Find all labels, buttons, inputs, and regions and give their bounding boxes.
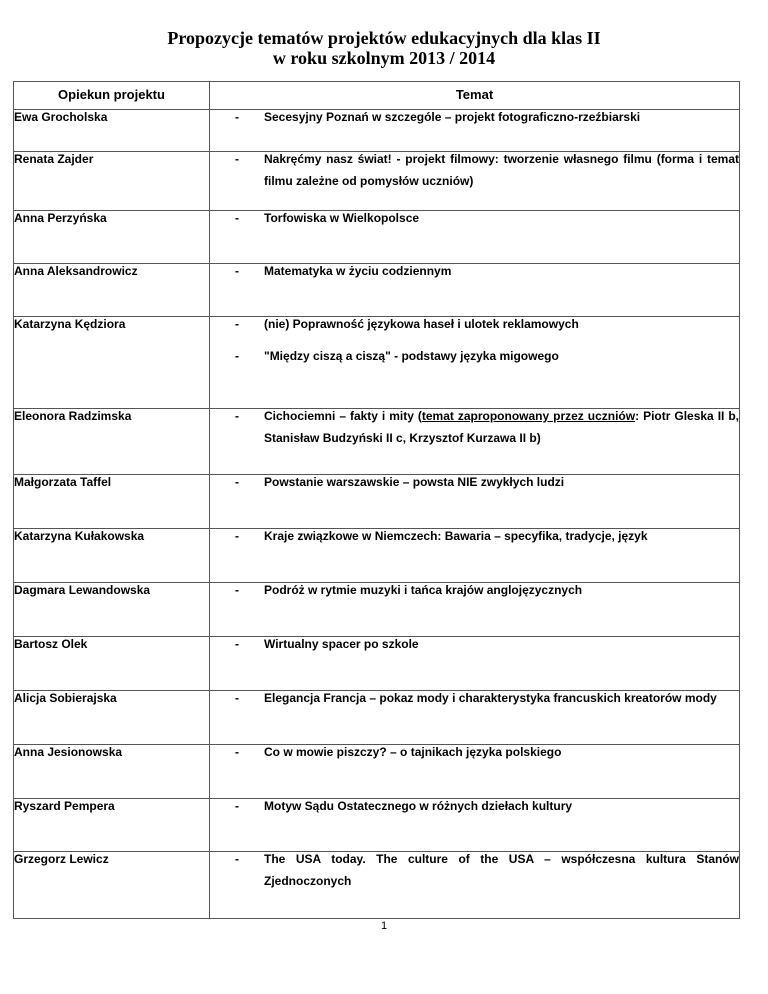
table-row (14, 691, 740, 745)
header-tutor: Opiekun projektu (14, 82, 210, 110)
table-row (14, 475, 740, 529)
tutor-name: Eleonora Radzimska (14, 409, 210, 475)
page-number: 1 (380, 920, 388, 932)
topic-text: Elegancja Francja – pokaz mody i charakterystyka francuskich kreatorów mody (264, 691, 717, 705)
list-item (210, 409, 739, 449)
table-row (14, 317, 740, 409)
tutor-name: Alicja Sobierajska (14, 691, 210, 745)
topic-cell (210, 637, 740, 691)
topic-text: Matematyka w życiu codziennym (264, 264, 452, 278)
list-item (210, 745, 739, 763)
tutor-name: Małgorzata Taffel (14, 475, 210, 529)
topic-cell (210, 529, 740, 583)
bullet: - (235, 211, 239, 225)
list-item (210, 475, 739, 493)
tutor-name: Grzegorz Lewicz (14, 852, 210, 919)
bullet: - (235, 110, 239, 124)
list-item (210, 583, 739, 601)
topic-cell (210, 691, 740, 745)
list-item (210, 852, 739, 892)
tutor-name: Ryszard Pempera (14, 799, 210, 852)
list-item (210, 637, 739, 655)
bullet: - (235, 637, 239, 651)
page-subtitle: w roku szkolnym 2013 / 2014 (272, 48, 496, 68)
tutor-name: Anna Jesionowska (14, 745, 210, 799)
topic-text-part: Cichociemni – fakty i mity ( (264, 409, 422, 423)
bullet: - (235, 852, 239, 866)
tutor-name: Dagmara Lewandowska (14, 583, 210, 637)
topic-text: "Między ciszą a ciszą" - podstawy języka migowego (264, 349, 559, 363)
topic-cell (210, 264, 740, 317)
topic-cell (210, 110, 740, 152)
topic-text: The USA today. The culture of the USA – współczesna kultura Stanów Zjednoczonych (264, 852, 739, 888)
topic-text: Co w mowie piszczy? – o tajnikach języka polskiego (264, 745, 562, 759)
page-title: Propozycje tematów projektów edukacyjnych dla klas II (167, 28, 601, 48)
topic-text: (nie) Poprawność językowa haseł i ulotek reklamowych (264, 317, 579, 331)
tutor-name: Renata Zajder (14, 152, 210, 211)
topic-text: Motyw Sądu Ostatecznego w różnych dziełach kultury (264, 799, 573, 813)
bullet: - (235, 799, 239, 813)
list-item (210, 264, 739, 282)
topic-cell (210, 852, 740, 919)
topic-cell (210, 799, 740, 852)
topic-text: Podróż w rytmie muzyki i tańca krajów anglojęzycznych (264, 583, 583, 597)
table-row (14, 211, 740, 264)
projects-table (13, 81, 740, 919)
topic-text: Powstanie warszawskie – powsta NIE zwykłych ludzi (264, 475, 565, 489)
tutor-name: Katarzyna Kułakowska (14, 529, 210, 583)
list-item (210, 152, 739, 192)
topic-text: Wirtualny spacer po szkole (264, 637, 419, 651)
bullet: - (235, 409, 239, 423)
list-item (210, 349, 739, 367)
topic-cell (210, 211, 740, 264)
bullet: - (235, 745, 239, 759)
list-item (210, 110, 739, 128)
table-row (14, 529, 740, 583)
topic-text-underlined: temat zaproponowany przez uczniów (421, 409, 636, 423)
list-item (210, 799, 739, 817)
bullet: - (235, 152, 239, 166)
table-row (14, 583, 740, 637)
table-row (14, 745, 740, 799)
list-item (210, 317, 739, 335)
table-row (14, 637, 740, 691)
table-row (14, 799, 740, 852)
tutor-name: Bartosz Olek (14, 637, 210, 691)
tutor-name: Ewa Grocholska (14, 110, 210, 152)
table-row (14, 152, 740, 211)
bullet: - (235, 264, 239, 278)
bullet: - (235, 691, 239, 705)
bullet: - (235, 349, 239, 363)
topic-text: Torfowiska w Wielkopolsce (264, 211, 420, 225)
header-topic: Temat (210, 82, 740, 110)
topic-text (264, 405, 739, 449)
tutor-name: Anna Aleksandrowicz (14, 264, 210, 317)
bullet: - (235, 529, 239, 543)
list-item (210, 211, 739, 229)
table-row (14, 264, 740, 317)
topic-text: Secesyjny Poznań w szczególe – projekt fotograficzno-rzeźbiarski (264, 110, 641, 124)
list-item (210, 691, 739, 709)
topic-cell (210, 745, 740, 799)
bullet: - (235, 583, 239, 597)
tutor-name: Anna Perzyńska (14, 211, 210, 264)
topic-text-part: : Piotr Gleska II b, Stanisław Budzyński II c, Krzysztof Kurzawa II b) (264, 409, 739, 445)
tutor-name: Katarzyna Kędziora (14, 317, 210, 409)
topic-text: Nakręćmy nasz świat! - projekt filmowy: tworzenie własnego filmu (forma i temat filmu zależne od pomysłów uczniów) (264, 152, 739, 188)
topic-cell (210, 409, 740, 475)
list-item (210, 529, 739, 547)
topic-cell (210, 152, 740, 211)
bullet: - (235, 317, 239, 331)
topic-cell (210, 317, 740, 409)
bullet: - (235, 475, 239, 489)
table-row (14, 852, 740, 919)
topic-cell (210, 583, 740, 637)
topic-text: Kraje związkowe w Niemczech: Bawaria – specyfika, tradycje, język (264, 529, 648, 543)
topic-cell (210, 475, 740, 529)
table-row (14, 409, 740, 475)
table-row (14, 110, 740, 152)
